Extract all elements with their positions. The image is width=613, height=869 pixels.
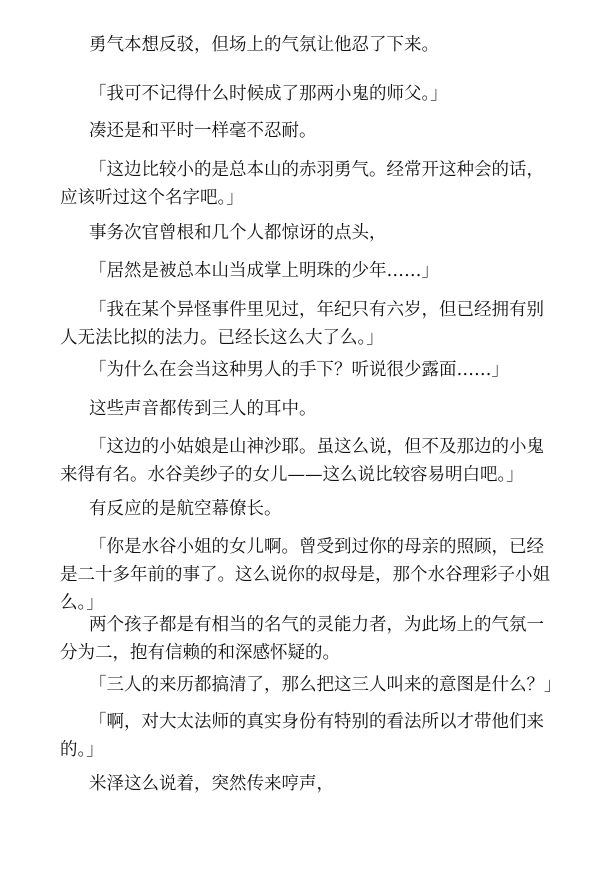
- paragraph: 「你是水谷小姐的女儿啊。曾受到过你的母亲的照顾，已经是二十多年前的事了。这么说你的叔母是，那个水谷理彩子小姐么。」: [60, 537, 550, 613]
- paragraph: 「这边的小姑娘是山神沙耶。虽这么说，但不及那边的小鬼来得有名。水谷美纱子的女儿——这么说比较容易明白吧。」: [60, 437, 544, 485]
- paragraph: 「啊，对大太法师的真实身份有特别的看法所以才带他们来的。」: [60, 712, 544, 760]
- paragraph: 这些声音都传到三人的耳中。: [89, 399, 317, 419]
- paragraph: 「三人的来历都搞清了，那么把这三人叫来的意图是什么？」: [89, 675, 562, 695]
- paragraph: 凑还是和平时一样毫不忍耐。: [89, 121, 317, 141]
- paragraph: 两个孩子都是有相当的名气的灵能力者，为此场上的气氛一分为二，抱有信赖的和深感怀疑的。: [60, 615, 544, 663]
- paragraph: 「我在某个异怪事件里见过，年纪只有六岁，但已经拥有别人无法比拟的法力。已经长这么大了么。」: [60, 300, 544, 348]
- paragraph: 「我可不记得什么时候成了那两小鬼的师父。」: [89, 84, 448, 104]
- paragraph: 有反应的是航空幕僚长。: [89, 499, 282, 519]
- paragraph: 「居然是被总本山当成掌上明珠的少年……」: [89, 261, 439, 281]
- paragraph: 「为什么在会当这种男人的手下？听说很少露面……」: [89, 360, 509, 380]
- paragraph: 米泽这么说着，突然传来哼声，: [89, 774, 334, 794]
- paragraph: 「这边比较小的是总本山的赤羽勇气。经常开这种会的话，应该听过这个名字吧。」: [60, 160, 544, 208]
- paragraph: 勇气本想反驳，但场上的气氛让他忍了下来。: [89, 35, 439, 55]
- paragraph: 事务次官曾根和几个人都惊讶的点头，: [89, 223, 387, 243]
